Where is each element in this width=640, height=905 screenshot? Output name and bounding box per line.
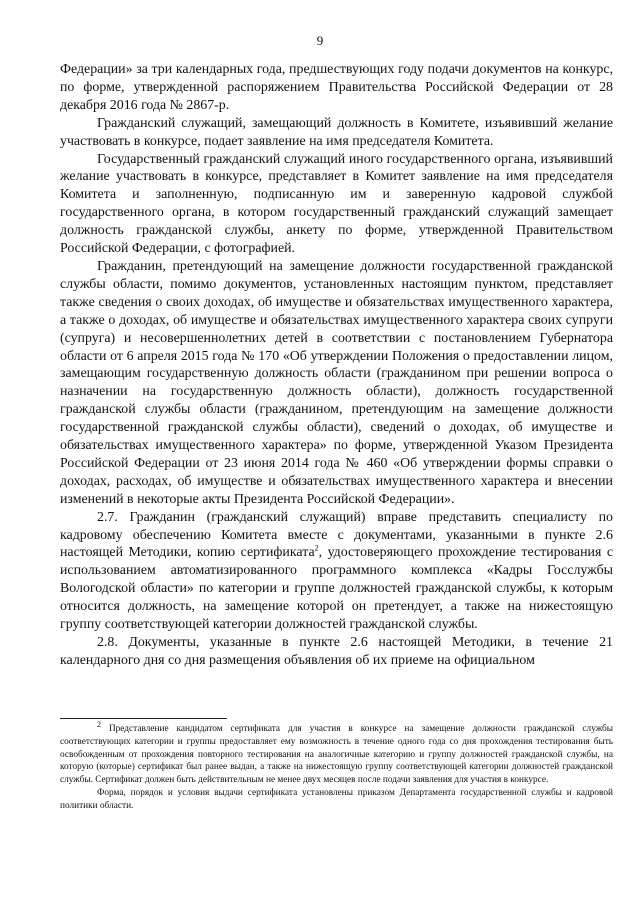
paragraph-citizen-income-info: Гражданин, претендующий на замещение должности государственной гражданской службы области, помимо документов, установленных настоящим пунктом, представляет также сведения о своих доходах, об имуществе и обязательствах имущественного характера, а также о доходах, об имуществе и обязательствах имущественного характера своих супруги (супруга) и несовершеннолетних детей в соответствии с постановлением Губернатора области от 6 апреля 2015 года № 170 «Об утверждении Положения о предоставлении лицом, замещающим государственную должность области (гражданином при решении вопроса о назначении на государственную должность области), должность государственной гражданской службы области (гражданином, претендующим на замещение должности государственной гражданской службы области), сведений о доходах, об имуществе и обязательствах имущественного характера» по форме, утвержденной Указом Президента Российской Федерации от 23 июня 2014 года № 460 «Об утверждении формы справки о доходах, расходах, об имуществе и обязательствах имущественного характера и внесении изменений в некоторые акты Президента Российской Федерации». <box>60 258 613 507</box>
footnote-2-note: Форма, порядок и условия выдачи сертификата установлены приказом Департамента государственной службы и кадровой политики области. <box>60 787 613 811</box>
footnote-separator <box>60 718 227 719</box>
footnote-marker-2: 2 <box>97 719 101 729</box>
paragraph-continuation: Федерации» за три календарных года, предшествующих году подачи документов на конкурс, по форме, утвержденной распоряжением Правительства Российской Федерации от 28 декабря 2016 года № 2867-р. <box>60 62 613 113</box>
paragraph-2-7-start: 2.7. Гражданин (гражданский служащий) вправе представить специалисту по кадровому обеспечению Комитета вместе с документами, указанными в пункте 2.6 настоящей Методики, копию сертификата <box>60 509 613 561</box>
footnote-2 <box>60 719 613 787</box>
footnote-2-text: Представление кандидатом сертификата для участия в конкурсе на замещение должности гражданской службы соответствующих категории и группы предоставляет ему возможность в течение одного года со дня прохождения тестирования быть освобожденным от прохождения повторного тестирования на аналогичные категорию и группу должностей гражданской службы, на которую (которые) сертификат был ранее выдан, а также на нижестоящую группу соответствующей категории должностей гражданской службы. Сертификат должен быть действительным не менее двух месяцев после подачи заявления для участия в конкурсе. <box>60 724 613 786</box>
footnote-ref-2: 2 <box>314 543 319 553</box>
footnotes <box>60 719 613 813</box>
paragraph-other-agency-servant: Государственный гражданский служащий иного государственного органа, изъявивший желание участвовать в конкурсе, представляет в Комитет заявление на имя председателя Комитета и заполненную, подписанную им и заверенную кадровой службой государственного органа, в котором государственный гражданский служащий замещает должность гражданской службы, анкету по форме, утвержденной Правительством Российской Федерации, с фотографией. <box>60 151 613 257</box>
paragraph-2-7 <box>60 509 613 634</box>
paragraph-2-8: 2.8. Документы, указанные в пункте 2.6 настоящей Методики, в течение 21 календарного дня со дня размещения объявления об их приеме на официальном <box>60 635 613 668</box>
paragraph-2-7-end: , удостоверяющего прохождение тестирования с использованием автоматизированного программного комплекса «Кадры Госслужбы Вологодской области» по категории и группе должностей гражданской службы, к которым относится должность, на замещение которой он претендует, а также на нижестоящую группу соответствующей категории должностей гражданской службы. <box>60 545 613 633</box>
page-number: 9 <box>316 33 324 48</box>
body-text <box>60 61 613 670</box>
paragraph-civil-servant: Гражданский служащий, замещающий должность в Комитете, изъявивший желание участвовать в конкурсе, подает заявление на имя председателя Комитета. <box>60 115 613 149</box>
